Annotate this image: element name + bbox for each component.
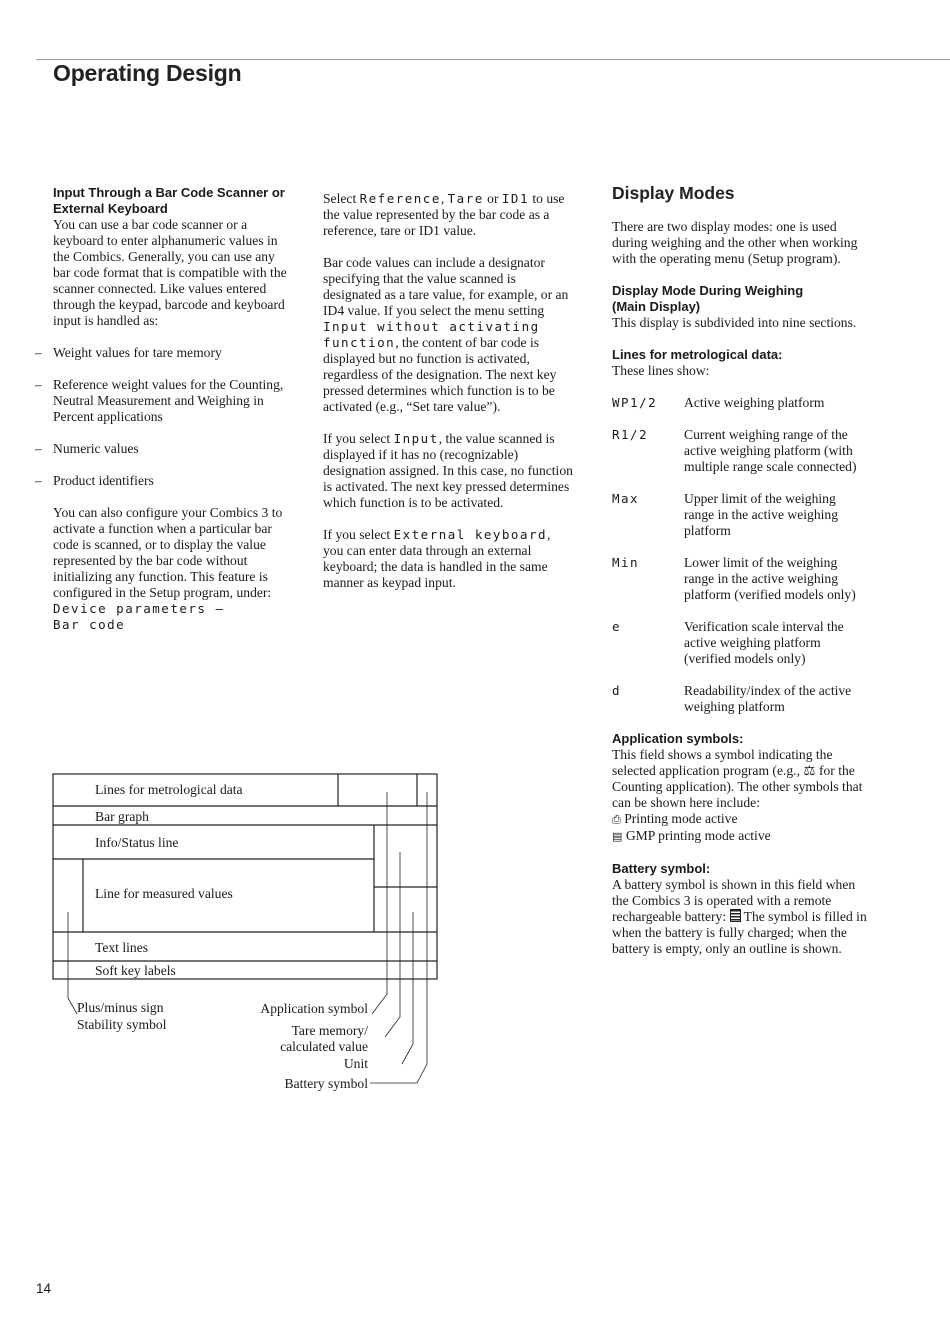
configure-text: You can also configure your Combics 3 to activate a function when a particular bar code is scanned, or to display the value represented by the bar code without initializing any function. This feature is configured in the Setup program, under:: [53, 505, 283, 600]
paragraph-external-keyboard: If you select External keyboard, you can enter data through an external keyboard; the data is handled in the same manner as keypad input.: [323, 527, 551, 590]
battery-heading: Battery symbol:: [612, 861, 711, 876]
diagram-label-measured-values: Line for measured values: [95, 886, 233, 901]
callout-tare-memory: Tare memory/: [291, 1023, 368, 1038]
bullet-item: – Reference weight values for the Counting, Neutral Measurement and Weighing in Percent applications: [35, 377, 284, 424]
bullet-item: – Numeric values: [35, 441, 139, 456]
callout-application-symbol: Application symbol: [260, 1001, 368, 1016]
display-mode-heading: Display Mode During Weighing: [612, 283, 804, 298]
paragraph-input: If you select Input, the value scanned is displayed if it has no (recognizable) designation assigned. In this case, no function is activated. The next key pressed determines which function is to be activated.: [323, 431, 573, 510]
barcode-intro: You can use a bar code scanner or a keyboard to enter alphanumeric values in the Combics. Generally, you can use any bar code format that is compatible with the scanner connected. Like values entered through the keypad, barcode and keyboard input is handled as:: [53, 217, 287, 328]
bullet-item: – Product identifiers: [35, 473, 154, 488]
bullet-item: – Weight values for tare memory: [35, 345, 222, 360]
callout-battery-symbol: Battery symbol: [284, 1076, 368, 1091]
page-number: 14: [36, 1281, 52, 1296]
definition-row: Min Lower limit of the weighing range in the active weighing platform (verified models only): [612, 555, 856, 602]
printer-icon: ⎙: [612, 814, 621, 826]
diagram-label-text-lines: Text lines: [95, 940, 149, 955]
display-modes-intro: There are two display modes: one is used during weighing and the other when working with the operating menu (Setup program).: [612, 219, 858, 266]
diagram-label-metrological: Lines for metrological data: [95, 782, 243, 797]
definition-row: Max Upper limit of the weighing range in the active weighing platform: [612, 491, 839, 538]
gmp-printer-icon: ▤: [612, 831, 623, 843]
diagram-label-soft-keys: Soft key labels: [95, 963, 176, 978]
menu-path-line-2: Bar code: [53, 617, 126, 632]
callout-stability: Stability symbol: [77, 1017, 167, 1032]
callout-unit: Unit: [343, 1056, 368, 1071]
callout-plus-minus: Plus/minus sign: [77, 1000, 164, 1015]
section-heading-barcode: Input Through a Bar Code Scanner or External Keyboard: [53, 185, 285, 216]
paragraph-select-reference: Select Reference, Tare or ID1 to use the value represented by the bar code as a reference, tare or ID1 value.: [323, 191, 565, 238]
menu-path-line-1: Device parameters –: [53, 601, 225, 616]
diagram-label-info-status: Info/Status line: [95, 835, 179, 850]
callout-calculated-value: calculated value: [280, 1039, 368, 1054]
battery-text: A battery symbol is shown in this field when the Combics 3 is operated with a remote rechargeable battery: The symbol is filled in when the battery is fully charged; when the battery is empty, only an outline is shown.: [612, 877, 867, 956]
definition-row: e Verification scale interval the active weighing platform (verified models only): [612, 619, 844, 666]
definition-row: d Readability/index of the active weighing platform: [612, 683, 852, 714]
metrological-heading: Lines for metrological data:: [612, 347, 783, 362]
gmp-printing-line: ▤ GMP printing mode active: [612, 828, 771, 843]
application-symbols-text: This field shows a symbol indicating the selected application program (e.g., ⚖ for the Counting application). The other symbols that can be shown here include:: [612, 747, 863, 810]
section-heading-display-modes: Display Modes: [612, 183, 735, 203]
display-mode-subheading: (Main Display): [612, 299, 701, 314]
diagram-label-bar-graph: Bar graph: [95, 809, 149, 824]
definition-row: R1/2 Current weighing range of the active weighing platform (with multiple range scale connected): [612, 427, 857, 474]
definition-row: WP1/2 Active weighing platform: [612, 395, 825, 410]
display-mode-text: This display is subdivided into nine sections.: [612, 315, 857, 330]
printing-mode-line: ⎙ Printing mode active: [612, 811, 738, 826]
application-symbols-heading: Application symbols:: [612, 731, 744, 746]
metrological-text: These lines show:: [612, 363, 710, 378]
page-title: Operating Design: [53, 60, 242, 86]
paragraph-designator: Bar code values can include a designator specifying that the value scanned is designated as a tare value, for example, or an ID4 value. If you select the menu setting Input without activating function, the content of bar code is displayed but no function is activated, regardless of the designation. The next key pressed determines which function is to be activated (e.g., “Set tare value”).: [323, 255, 569, 414]
